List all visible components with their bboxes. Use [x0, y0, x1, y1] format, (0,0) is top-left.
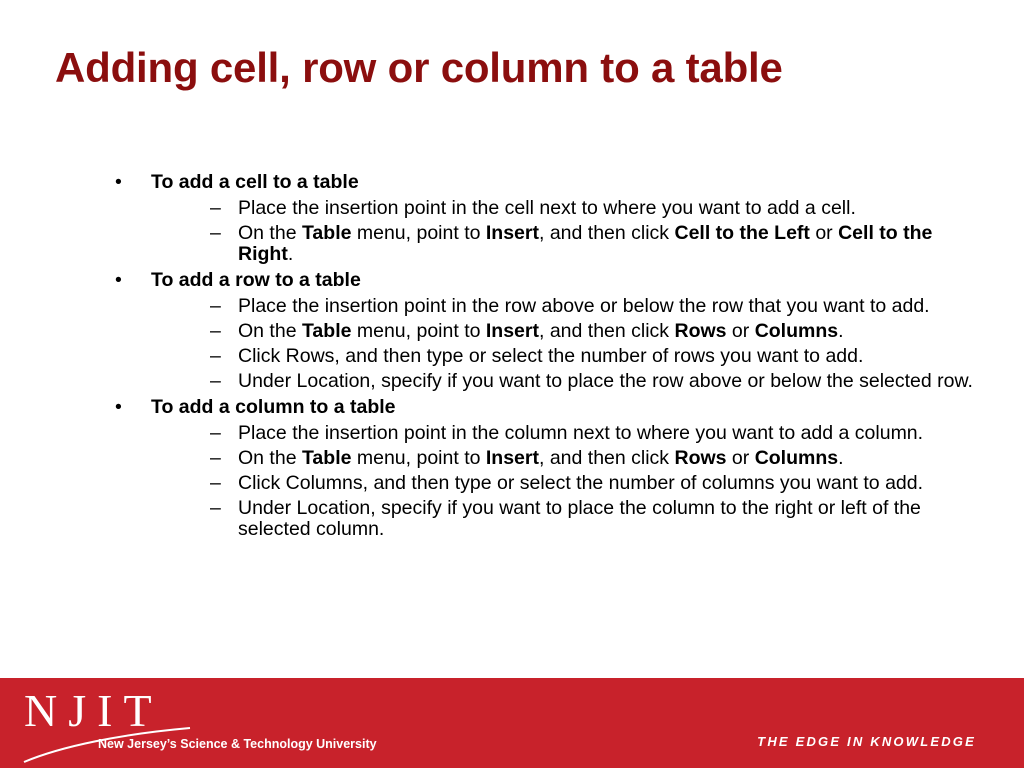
section-heading: To add a cell to a table: [151, 171, 359, 193]
bold-term: Cell to the Left: [674, 222, 810, 244]
sub-bullet: [151, 321, 980, 342]
dash-icon: –: [210, 370, 221, 392]
text-run: or: [809, 222, 839, 244]
dash-icon: –: [210, 447, 221, 469]
bold-term: Rows: [674, 320, 727, 342]
text-run: On the: [238, 222, 302, 244]
text-run: , and then click: [538, 320, 675, 342]
text-run: Click Columns, and then type or select the number of columns you want to add.: [238, 472, 924, 494]
text-run: On the: [238, 320, 302, 342]
text-run: .: [287, 243, 294, 265]
section-bullet: [110, 172, 980, 265]
sub-bullet: [151, 371, 980, 392]
text-run: On the: [238, 447, 302, 469]
sub-bullet: [151, 498, 980, 540]
university-name: New Jersey’s Science & Technology University: [98, 737, 377, 751]
sub-bullet-list: [151, 423, 980, 540]
text-run: , and then click: [538, 447, 675, 469]
text-run: .: [838, 320, 844, 342]
sub-bullet: [151, 198, 980, 219]
text-run: Place the insertion point in the row above or below the row that you want to add.: [238, 295, 930, 317]
bold-term: Cell to the Right: [238, 222, 933, 265]
text-run: Click Rows, and then type or select the number of rows you want to add.: [238, 345, 864, 367]
sub-bullet-list: [151, 198, 980, 265]
text-run: Under Location, specify if you want to place the row above or below the selected row.: [238, 370, 973, 392]
sub-bullet-list: [151, 296, 980, 392]
sub-bullet: [151, 423, 980, 444]
text-run: , and then click: [538, 222, 675, 244]
sub-bullet: [151, 473, 980, 494]
bullet-icon: •: [115, 171, 122, 193]
bold-term: Insert: [485, 222, 539, 244]
bullet-icon: •: [115, 269, 122, 291]
text-run: or: [726, 320, 755, 342]
text-run: .: [838, 447, 844, 469]
section-bullet: [110, 270, 980, 392]
text-run: Place the insertion point in the column next to where you want to add a column.: [238, 422, 924, 444]
bold-term: Columns: [754, 447, 839, 469]
bullet-icon: •: [115, 396, 122, 418]
bold-term: Table: [301, 320, 352, 342]
dash-icon: –: [210, 497, 221, 519]
bold-term: Table: [301, 222, 352, 244]
dash-icon: –: [210, 472, 221, 494]
bold-term: Insert: [485, 447, 539, 469]
bold-term: Insert: [485, 320, 539, 342]
section-heading: To add a column to a table: [151, 396, 396, 418]
dash-icon: –: [210, 320, 221, 342]
section-heading: To add a row to a table: [151, 269, 361, 291]
sub-bullet: [151, 448, 980, 469]
text-run: Place the insertion point in the cell next to where you want to add a cell.: [238, 197, 856, 219]
njit-logo-text: NJIT: [24, 685, 163, 736]
text-run: menu, point to: [351, 222, 486, 244]
slide-title: Adding cell, row or column to a table: [55, 44, 783, 91]
section-bullet: [110, 397, 980, 540]
text-run: menu, point to: [351, 447, 486, 469]
bold-term: Columns: [754, 320, 839, 342]
sub-bullet: [151, 346, 980, 367]
dash-icon: –: [210, 422, 221, 444]
text-run: menu, point to: [351, 320, 486, 342]
dash-icon: –: [210, 295, 221, 317]
sub-bullet: [151, 296, 980, 317]
text-run: or: [726, 447, 755, 469]
text-run: Under Location, specify if you want to place the column to the right or left of the selected column.: [238, 497, 921, 540]
sub-bullet: [151, 223, 980, 265]
njit-swoosh-icon: [22, 706, 192, 764]
dash-icon: –: [210, 345, 221, 367]
dash-icon: –: [210, 222, 221, 244]
slogan: THE EDGE IN KNOWLEDGE: [757, 734, 976, 749]
bold-term: Table: [301, 447, 352, 469]
slide-content: [110, 172, 980, 540]
dash-icon: –: [210, 197, 221, 219]
footer-banner: [0, 678, 1024, 768]
bold-term: Rows: [674, 447, 727, 469]
